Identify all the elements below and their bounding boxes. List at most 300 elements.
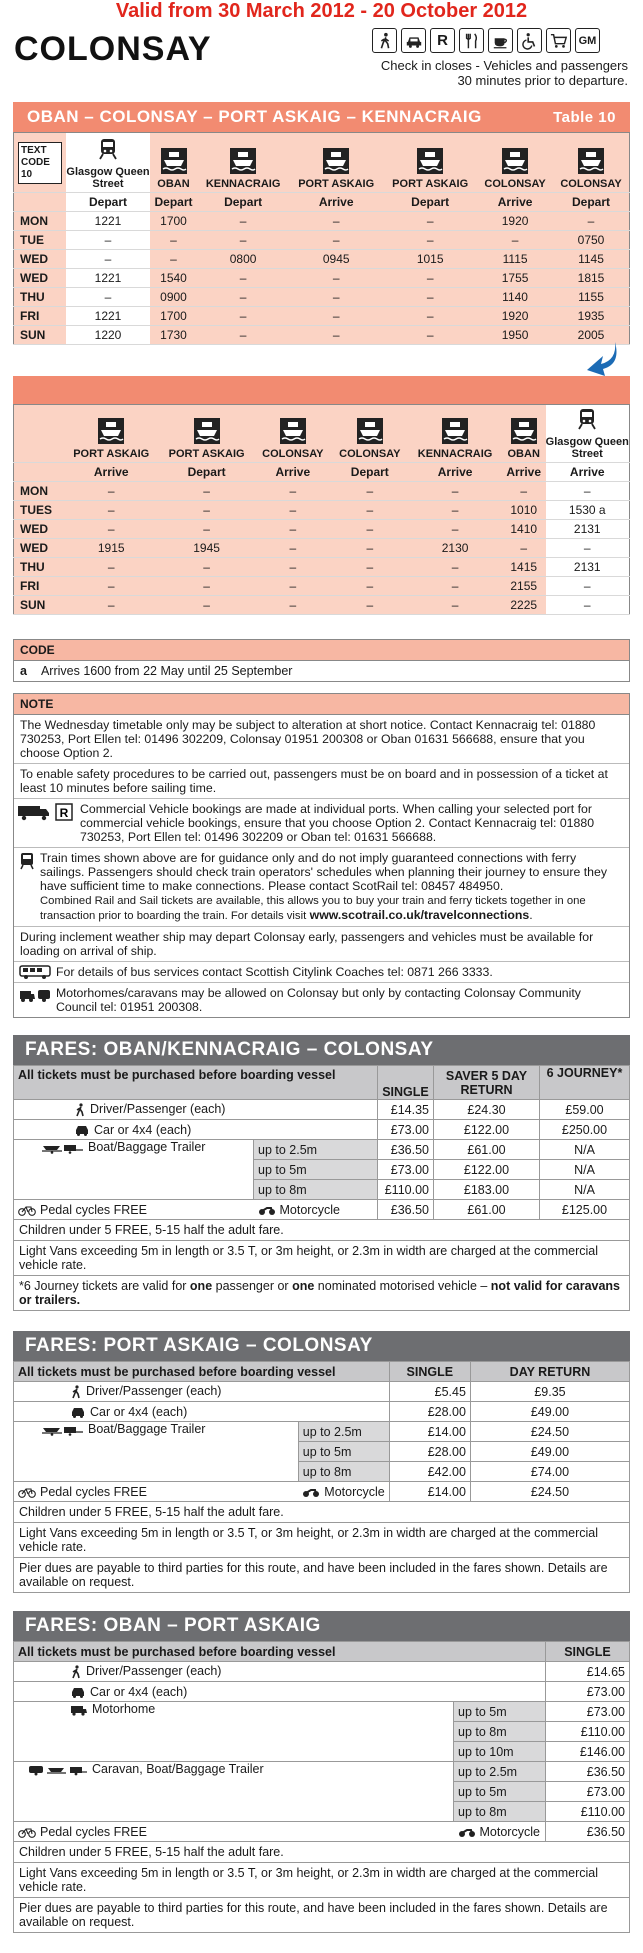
fare-single: £42.00: [389, 1462, 470, 1482]
col-saver-return: SAVER 5 DAY RETURN: [434, 1066, 540, 1100]
time-cell: –: [331, 482, 408, 501]
light-vans-note: Light Vans exceeding 5m in length or 3.5 T, or 3m height, or 2.3m in width are charged at the commercial vehicle rate.: [13, 1523, 630, 1558]
fares-title: FARES: OBAN/KENNACRAIG – COLONSAY: [13, 1035, 630, 1065]
time-cell: 2155: [502, 577, 546, 596]
time-cell: –: [64, 482, 159, 501]
fare-label: Car or 4x4 (each): [90, 1684, 188, 1699]
light-vans-note: Light Vans exceeding 5m in length or 3.5 T, or 3m height, or 2.3m in width are charged at the commercial vehicle rate.: [13, 1241, 630, 1276]
sub-header: Depart: [66, 193, 150, 212]
time-cell: –: [383, 269, 477, 288]
fare-row-cycles-moto: [14, 1482, 630, 1502]
size-band: up to 8m: [298, 1462, 389, 1482]
fare-single: £73.00: [546, 1702, 630, 1722]
code-row: [14, 661, 629, 681]
fare-row-car: [14, 1682, 630, 1702]
time-cell: –: [64, 558, 159, 577]
time-cell: 1915: [64, 539, 159, 558]
motorcycle-label: Motorcycle: [479, 1824, 540, 1839]
ferry-icon: [161, 148, 187, 174]
fares-table: [13, 1641, 630, 1842]
time-cell: –: [502, 482, 546, 501]
commercial-vehicle-icon: [18, 803, 76, 821]
motorhome-caravan-icon: [19, 987, 51, 1003]
check-in-info: [381, 58, 628, 88]
note-motorhome-text: Motorhomes/caravans may be allowed on Colonsay but only by contacting Colonsay Community Council tel: 01951 200308.: [56, 986, 581, 1014]
time-cell: –: [383, 212, 477, 231]
size-band: up to 2.5m: [254, 1140, 378, 1160]
fare-single: £28.00: [389, 1402, 470, 1422]
train-icon: [95, 136, 121, 162]
boat-trailer-icon: [42, 1424, 84, 1436]
col-single: SINGLE: [378, 1066, 434, 1100]
ferry-icon: [323, 148, 349, 174]
timetable-row: [14, 307, 630, 326]
time-cell: 1755: [477, 269, 553, 288]
timetable-row: [14, 231, 630, 250]
timetable-row: [14, 212, 630, 231]
check-in-line-2: 30 minutes prior to departure.: [457, 73, 628, 88]
ferry-icon: [502, 148, 528, 174]
ferry-icon: [357, 418, 383, 444]
timetable-row: [14, 269, 630, 288]
time-cell: 0945: [289, 250, 383, 269]
day-cell: MON: [14, 212, 67, 231]
col-label: COLONSAY: [262, 448, 324, 460]
col-single: SINGLE: [389, 1362, 470, 1382]
outbound-rows: [14, 212, 630, 345]
time-cell: 1010: [502, 501, 546, 520]
fare-row-trailer: [14, 1422, 630, 1442]
fare-single: £28.00: [389, 1442, 470, 1462]
fare-label: Driver/Passenger (each): [86, 1664, 222, 1679]
day-cell: WED: [14, 539, 64, 558]
size-band: up to 8m: [254, 1180, 378, 1200]
note-bus: [14, 962, 629, 983]
purchase-notice: All tickets must be purchased before boarding vessel: [14, 1066, 378, 1100]
time-cell: –: [408, 520, 502, 539]
six-journey-note: *6 Journey tickets are valid for one passenger or one nominated motorised vehicle – not valid for caravans or trailers.: [13, 1276, 630, 1311]
fare-single: £5.45: [389, 1382, 470, 1402]
time-cell: –: [383, 326, 477, 345]
note-motorhome: [14, 983, 629, 1017]
day-cell: SUN: [14, 326, 67, 345]
time-cell: –: [254, 501, 331, 520]
day-cell: FRI: [14, 577, 64, 596]
time-cell: –: [289, 212, 383, 231]
time-cell: –: [331, 501, 408, 520]
time-cell: 1530 a: [546, 501, 630, 520]
route-title: OBAN – COLONSAY – PORT ASKAIG – KENNACRAIG: [27, 107, 482, 126]
motorhome-icon: [70, 1704, 88, 1716]
passenger-icon: [74, 1103, 86, 1117]
fare-row-motorhome: [14, 1702, 630, 1722]
fares-table: [13, 1361, 630, 1502]
day-cell: WED: [14, 520, 64, 539]
col-label: PORT ASKAIG: [392, 178, 469, 190]
motorcycle-icon: [458, 1827, 476, 1838]
sub-header: Depart: [159, 463, 254, 482]
note-train-text: Train times shown above are for guidance only and do not imply guaranteed connections with ferry sailings. Passengers should check train operators' schedules when planning their journey to ensure they have sufficient time to make connections. Please contact ScotRail tel: 08457 484950.: [40, 851, 607, 893]
time-cell: –: [66, 250, 150, 269]
fare-day-return: £49.00: [470, 1442, 629, 1462]
time-cell: –: [331, 577, 408, 596]
time-cell: –: [254, 482, 331, 501]
note-bus-text: For details of bus services contact Scottish Citylink Coaches tel: 0871 266 3333.: [56, 965, 493, 979]
time-cell: –: [546, 596, 630, 615]
time-cell: –: [64, 520, 159, 539]
restaurant-icon: [459, 28, 484, 53]
time-cell: –: [66, 231, 150, 250]
time-cell: –: [408, 501, 502, 520]
time-cell: –: [289, 288, 383, 307]
time-cell: –: [254, 520, 331, 539]
time-cell: 1945: [159, 539, 254, 558]
fare-label: Car or 4x4 (each): [94, 1122, 192, 1137]
time-cell: –: [159, 482, 254, 501]
timetable-row: [14, 250, 630, 269]
fare-row-cycles-moto: [14, 1822, 630, 1842]
car-icon: [74, 1124, 90, 1136]
fare-six: £125.00: [540, 1200, 630, 1220]
fare-saver: £61.00: [434, 1200, 540, 1220]
time-cell: 2131: [546, 520, 630, 539]
time-cell: 1920: [477, 307, 553, 326]
return-table: [13, 404, 630, 615]
fare-label: Driver/Passenger (each): [86, 1384, 222, 1399]
fare-single: £14.35: [378, 1100, 434, 1120]
time-cell: 1221: [66, 212, 150, 231]
fare-single: £36.50: [546, 1822, 630, 1842]
time-cell: 1415: [502, 558, 546, 577]
caravan-trailer-icon: [28, 1764, 88, 1776]
sub-header: Arrive: [254, 463, 331, 482]
time-cell: –: [408, 558, 502, 577]
fare-single: £14.65: [546, 1662, 630, 1682]
col-oban: [502, 405, 546, 463]
fares-title: FARES: OBAN – PORT ASKAIG: [13, 1611, 630, 1641]
fare-label: Driver/Passenger (each): [90, 1102, 226, 1117]
time-cell: –: [289, 269, 383, 288]
page-title: COLONSAY: [14, 30, 212, 68]
fare-single: £73.00: [378, 1120, 434, 1140]
timetable-return: [13, 376, 630, 615]
col-single: SINGLE: [546, 1642, 630, 1662]
day-cell: THU: [14, 558, 64, 577]
fare-day-return: £74.00: [470, 1462, 629, 1482]
check-in-line-1: Check in closes - Vehicles and passengers: [380, 58, 628, 73]
fare-single: £73.00: [546, 1782, 630, 1802]
fare-day-return: £24.50: [470, 1482, 629, 1502]
children-note: Children under 5 FREE, 5-15 half the adult fare.: [13, 1220, 630, 1241]
col-colonsay-arr: [477, 133, 553, 193]
fare-single: £36.50: [378, 1140, 434, 1160]
time-cell: 1145: [553, 250, 630, 269]
time-cell: –: [331, 558, 408, 577]
children-note: Children under 5 FREE, 5-15 half the adult fare.: [13, 1502, 630, 1523]
time-cell: –: [66, 288, 150, 307]
pier-dues-note: Pier dues are payable to third parties for this route, and have been included in the fares shown. Details are available on request.: [13, 1898, 630, 1933]
car-icon: [70, 1686, 86, 1698]
time-cell: –: [408, 596, 502, 615]
sub-header: Arrive: [289, 193, 383, 212]
time-cell: –: [383, 307, 477, 326]
ferry-icon: [511, 418, 537, 444]
fare-day-return: £9.35: [470, 1382, 629, 1402]
time-cell: –: [150, 250, 197, 269]
pier-dues-note: Pier dues are payable to third parties for this route, and have been included in the fares shown. Details are available on request.: [13, 1558, 630, 1593]
time-cell: 1221: [66, 307, 150, 326]
motorcycle-icon: [302, 1487, 320, 1498]
ferry-icon: [230, 148, 256, 174]
fare-label: Boat/Baggage Trailer: [88, 1140, 206, 1154]
timetable-header: [13, 102, 630, 132]
time-cell: 1155: [553, 288, 630, 307]
day-cell: THU: [14, 288, 67, 307]
size-band: up to 8m: [454, 1722, 546, 1742]
wheelchair-access-icon: [517, 28, 542, 53]
time-cell: 1730: [150, 326, 197, 345]
fare-day-return: £49.00: [470, 1402, 629, 1422]
time-cell: –: [159, 501, 254, 520]
time-cell: –: [289, 231, 383, 250]
bicycle-icon: [18, 1487, 36, 1498]
shop-trolley-icon: [546, 28, 571, 53]
purchase-notice: All tickets must be purchased before boarding vessel: [14, 1642, 546, 1662]
timetable-row: [14, 501, 630, 520]
fares-title: FARES: PORT ASKAIG – COLONSAY: [13, 1331, 630, 1361]
fare-saver: £122.00: [434, 1160, 540, 1180]
col-kennacraig: [197, 133, 289, 193]
code-heading: CODE: [14, 640, 629, 661]
fare-single: £73.00: [378, 1160, 434, 1180]
time-cell: –: [553, 212, 630, 231]
time-cell: –: [546, 577, 630, 596]
boat-trailer-icon: [42, 1142, 84, 1154]
fare-single: £110.00: [378, 1180, 434, 1200]
sub-header: Depart: [150, 193, 197, 212]
time-cell: –: [289, 307, 383, 326]
fare-single: £146.00: [546, 1742, 630, 1762]
fare-row-car: [14, 1120, 630, 1140]
gm-icon: GM: [575, 28, 600, 53]
reservation-icon: R: [430, 28, 455, 53]
col-label: PORT ASKAIG: [73, 448, 150, 460]
time-cell: –: [289, 326, 383, 345]
fare-row-car: [14, 1402, 630, 1422]
sub-header: Arrive: [408, 463, 502, 482]
table-number: Table 10: [553, 108, 616, 126]
fare-label: Car or 4x4 (each): [90, 1404, 188, 1419]
purchase-notice: All tickets must be purchased before boarding vessel: [14, 1362, 390, 1382]
ferry-icon: [194, 418, 220, 444]
time-cell: –: [546, 482, 630, 501]
size-band: up to 2.5m: [454, 1762, 546, 1782]
col-glasgow: [66, 133, 150, 193]
time-cell: 1935: [553, 307, 630, 326]
walking-passenger-icon: [372, 28, 397, 53]
note-safety: To enable safety procedures to be carried out, passengers must be on board and in possession of a ticket at least 10 minutes before sailing time.: [14, 764, 629, 799]
outbound-table: [13, 132, 630, 345]
col-label: COLONSAY: [484, 178, 546, 190]
time-cell: 1221: [66, 269, 150, 288]
validity-dates: Valid from 30 March 2012 - 20 October 2012: [115, 0, 528, 22]
col-port-askaig-dep: [159, 405, 254, 463]
facility-icons: [372, 28, 600, 53]
day-cell: WED: [14, 250, 67, 269]
fare-label: Boat/Baggage Trailer: [88, 1422, 206, 1436]
sub-header: Arrive: [477, 193, 553, 212]
fares-table: [13, 1065, 630, 1220]
size-band: up to 5m: [298, 1442, 389, 1462]
timetable-row: [14, 577, 630, 596]
time-cell: –: [197, 212, 289, 231]
timetable-row: [14, 539, 630, 558]
cafe-cup-icon: [488, 28, 513, 53]
time-cell: 0800: [197, 250, 289, 269]
fare-row-cycles-moto: [14, 1200, 630, 1220]
col-label: PORT ASKAIG: [168, 448, 245, 460]
col-label: KENNACRAIG: [205, 178, 281, 190]
time-cell: 1115: [477, 250, 553, 269]
size-band: up to 8m: [454, 1802, 546, 1822]
time-cell: 1220: [66, 326, 150, 345]
text-code: TEXT CODE 10: [18, 142, 62, 184]
continuation-arrow-icon: [585, 340, 621, 378]
ferry-icon: [578, 148, 604, 174]
time-cell: 1540: [150, 269, 197, 288]
time-cell: –: [254, 577, 331, 596]
return-rows: [14, 482, 630, 615]
time-cell: –: [197, 326, 289, 345]
time-cell: 0750: [553, 231, 630, 250]
time-cell: –: [197, 231, 289, 250]
time-cell: 1700: [150, 212, 197, 231]
day-cell: TUES: [14, 501, 64, 520]
sub-header: Depart: [331, 463, 408, 482]
size-band: up to 5m: [454, 1702, 546, 1722]
col-colonsay-arr: [254, 405, 331, 463]
note-wednesday: The Wednesday timetable only may be subject to alteration at short notice. Contact Kennacraig tel: 01880 730253, Port Ellen tel: 01496 302209, Colonsay 01951 200308 or Oban 01631 566688, ensure that you choose Option 2.: [14, 715, 629, 764]
time-cell: –: [408, 577, 502, 596]
col-port-askaig-arr: [64, 405, 159, 463]
children-note: Children under 5 FREE, 5-15 half the adult fare.: [13, 1842, 630, 1863]
note-commercial: [14, 799, 629, 848]
fares-port-askaig-colonsay: [13, 1331, 630, 1593]
time-cell: –: [331, 539, 408, 558]
train-icon: [19, 852, 35, 870]
light-vans-note: Light Vans exceeding 5m in length or 3.5 T, or 3m height, or 2.3m in width are charged at the commercial vehicle rate.: [13, 1863, 630, 1898]
time-cell: 1920: [477, 212, 553, 231]
note-box: [13, 693, 630, 1018]
fare-single: £36.50: [378, 1200, 434, 1220]
time-cell: 1140: [477, 288, 553, 307]
code-box: [13, 639, 630, 682]
time-cell: –: [64, 577, 159, 596]
fare-saver: £122.00: [434, 1120, 540, 1140]
time-cell: –: [408, 482, 502, 501]
timetable-row: [14, 520, 630, 539]
time-cell: 1700: [150, 307, 197, 326]
sub-header: Arrive: [502, 463, 546, 482]
timetable-outbound: [13, 102, 630, 345]
timetable-row: [14, 558, 630, 577]
svg-text:R: R: [59, 806, 69, 820]
passenger-icon: [70, 1665, 82, 1679]
bicycle-icon: [18, 1205, 36, 1216]
col-kennacraig: [408, 405, 502, 463]
col-label: Glasgow Queen Street: [545, 436, 629, 460]
fare-saver: £61.00: [434, 1140, 540, 1160]
col-label: Glasgow Queen Street: [66, 166, 150, 190]
fare-single: £14.00: [389, 1422, 470, 1442]
time-cell: 0900: [150, 288, 197, 307]
fare-saver: £24.30: [434, 1100, 540, 1120]
motorcycle-label: Motorcycle: [279, 1202, 340, 1217]
size-band: up to 10m: [454, 1742, 546, 1762]
col-six-journey: 6 JOURNEY*: [540, 1066, 630, 1100]
note-commercial-text: Commercial Vehicle bookings are made at individual ports. When calling your selected port for commercial vehicle bookings, ensure that you choose Option 2. Contact Kennacraig tel: 01880 730253, Port Ellen tel: 01496 302209 or Oban tel: 01631 566688.: [80, 802, 595, 844]
car-icon: [70, 1406, 86, 1418]
fare-single: £110.00: [546, 1722, 630, 1742]
col-label: OBAN: [507, 448, 540, 460]
time-cell: 1410: [502, 520, 546, 539]
col-glasgow: [546, 405, 630, 463]
note-train: Train times shown above are for guidance only and do not imply guaranteed connections with ferry sailings. Passengers should check train operators' schedules when planning their journey to ensure they have sufficient time to make connections. Please contact ScotRail tel: 08457 484950. Combined Rail and Sail tickets are available, this allows you to buy your train and ferry tickets together in one transaction prior to boarding the train. For details visit www.scotrail.co.uk/travelconnections.: [14, 848, 629, 927]
bus-icon: [19, 965, 51, 979]
fare-day-return: £24.50: [470, 1422, 629, 1442]
fare-row-trailer: [14, 1140, 630, 1160]
note-railsail-text: Combined Rail and Sail tickets are available, this allows you to buy your train and ferry tickets together in one transaction prior to boarding the train. For details visit: [40, 895, 586, 922]
car-icon: [401, 28, 426, 53]
fare-six: N/A: [540, 1180, 630, 1200]
time-cell: –: [159, 596, 254, 615]
time-cell: 2005: [553, 326, 630, 345]
time-cell: –: [254, 596, 331, 615]
sub-header: Depart: [383, 193, 477, 212]
sub-header: Arrive: [64, 463, 159, 482]
return-header-bar: [13, 376, 630, 404]
time-cell: 2130: [408, 539, 502, 558]
day-cell: SUN: [14, 596, 64, 615]
fare-single: £73.00: [546, 1682, 630, 1702]
time-cell: –: [197, 288, 289, 307]
time-cell: 2131: [546, 558, 630, 577]
day-cell: TUE: [14, 231, 67, 250]
col-oban: [150, 133, 197, 193]
time-cell: –: [331, 520, 408, 539]
fare-single: £14.00: [389, 1482, 470, 1502]
time-cell: –: [197, 269, 289, 288]
col-label: PORT ASKAIG: [298, 178, 375, 190]
time-cell: –: [150, 231, 197, 250]
scotrail-link[interactable]: www.scotrail.co.uk/travelconnections: [309, 908, 530, 922]
col-colonsay-dep: [331, 405, 408, 463]
fare-row-driver: [14, 1662, 630, 1682]
ferry-icon: [280, 418, 306, 444]
col-port-askaig-arr: [289, 133, 383, 193]
pedal-cycles-label: Pedal cycles FREE: [40, 1202, 147, 1217]
sub-header: Arrive: [546, 463, 630, 482]
motorcycle-label: Motorcycle: [324, 1484, 385, 1499]
time-cell: –: [331, 596, 408, 615]
col-port-askaig-dep: [383, 133, 477, 193]
note-weather: During inclement weather ship may depart Colonsay early, passengers and vehicles must be available for loading on arrival of ship.: [14, 927, 629, 962]
fare-label: Motorhome: [92, 1702, 156, 1716]
col-label: COLONSAY: [560, 178, 622, 190]
pedal-cycles-label: Pedal cycles FREE: [40, 1484, 147, 1499]
col-label: OBAN: [157, 178, 190, 190]
col-label: KENNACRAIG: [417, 448, 493, 460]
